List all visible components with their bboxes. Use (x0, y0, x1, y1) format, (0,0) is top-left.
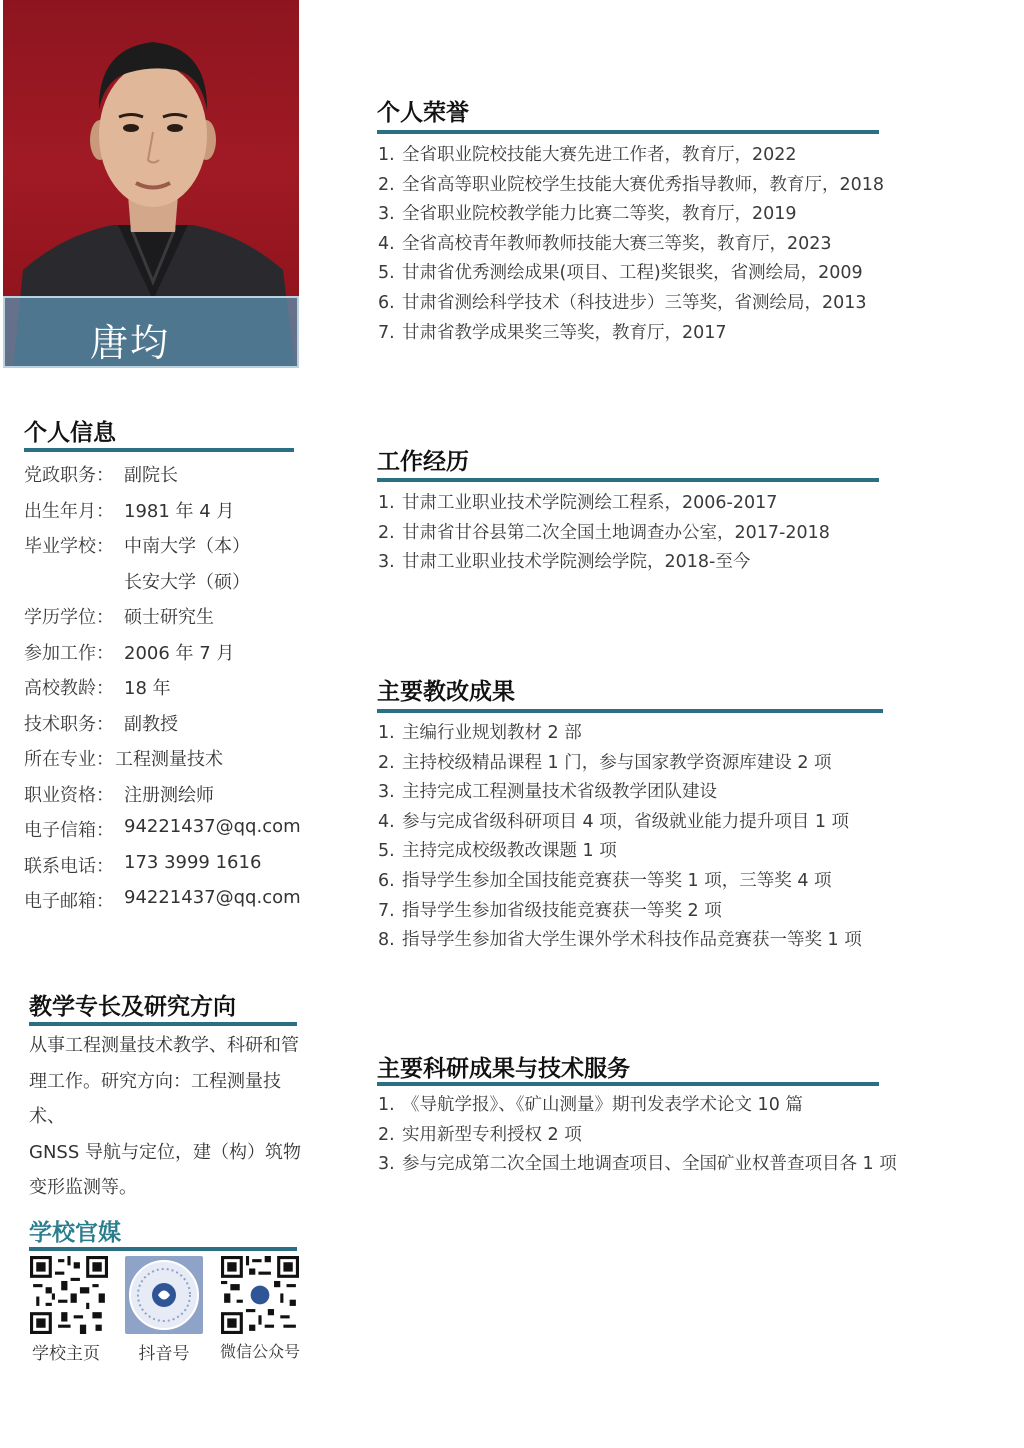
work-item: 2. 甘肃省甘谷县第二次全国土地调查办公室，2017-2018 (378, 522, 830, 543)
wechat-qr-code[interactable] (221, 1256, 299, 1334)
research-item: 2. 实用新型专利授权 2 项 (378, 1124, 582, 1145)
info-row-phone (24, 852, 262, 878)
honor-item: 5. 甘肃省优秀测绘成果(项目、工程)奖银奖，省测绘局，2009 (378, 263, 863, 284)
homepage-qr-code[interactable] (30, 1256, 108, 1334)
douyin-logo-icon (125, 1256, 203, 1334)
info-label: 学历学位： (24, 607, 114, 628)
info-value: 副院长 (124, 465, 178, 486)
honor-item: 6. 甘肃省测绘科学技术（科技进步）三等奖，省测绘局，2013 (378, 292, 867, 313)
info-section-rule (24, 448, 294, 452)
info-label: 参加工作： (24, 643, 114, 664)
info-label: 电子信箱： (24, 820, 114, 841)
teaching-list (378, 719, 862, 956)
info-value: 2006 年 7 月 (124, 643, 235, 664)
research-item: 3. 参与完成第二次全国土地调查项目、全国矿业权普查项目各 1 项 (378, 1154, 897, 1175)
work-section-rule (377, 478, 879, 482)
expertise-line: GNSS 导航与定位，建（构）筑物 (29, 1141, 301, 1163)
info-value: 94221437@qq.com (124, 816, 301, 837)
info-row-work-start (24, 639, 235, 665)
info-label: 毕业学校： (24, 536, 114, 557)
douyin-qr-code[interactable] (125, 1256, 203, 1334)
teaching-item: 2. 主持校级精品课程 1 门，参与国家教学资源库建设 2 项 (378, 752, 832, 773)
info-row-major (24, 745, 223, 771)
info-label: 出生年月： (24, 501, 114, 522)
douyin-label: 抖音号 (138, 1344, 190, 1364)
info-row-birth (24, 497, 235, 523)
info-label: 所在专业： (24, 749, 114, 770)
teaching-item: 6. 指导学生参加全国技能竞赛获一等奖 1 项，三等奖 4 项 (378, 870, 832, 891)
expertise-section-rule (29, 1022, 297, 1026)
info-value: 18 年 (124, 678, 171, 699)
homepage-label: 学校主页 (32, 1344, 100, 1364)
honor-item: 1. 全省职业院校技能大赛先进工作者，教育厅，2022 (378, 145, 797, 165)
work-section-title: 工作经历 (377, 449, 469, 475)
honors-list (378, 141, 884, 348)
teaching-item: 7. 指导学生参加省级技能竞赛获一等奖 2 项 (378, 900, 722, 921)
work-item: 3. 甘肃工业职业技术学院测绘学院，2018-至今 (378, 552, 751, 573)
teaching-item: 4. 参与完成省级科研项目 4 项，省级就业能力提升项目 1 项 (378, 811, 850, 832)
info-label: 电子邮箱： (24, 891, 114, 912)
honor-item: 7. 甘肃省教学成果奖三等奖，教育厅，2017 (378, 322, 727, 343)
info-label: 高校教龄： (24, 678, 114, 699)
teaching-item: 5. 主持完成校级教改课题 1 项 (378, 841, 617, 862)
info-row-school (24, 532, 250, 558)
research-list (378, 1091, 897, 1180)
research-section-title: 主要科研成果与技术服务 (377, 1056, 630, 1082)
info-value: 注册测绘师 (124, 785, 214, 806)
honor-item: 2. 全省高等职业院校学生技能大赛优秀指导教师，教育厅，2018 (378, 174, 885, 195)
info-value: 1981 年 4 月 (124, 501, 235, 522)
honor-item: 3. 全省职业院校教学能力比赛二等奖，教育厅，2019 (378, 204, 797, 225)
info-row-email (24, 887, 301, 913)
info-value: 副教授 (124, 714, 178, 735)
name-band (3, 296, 299, 368)
wechat-label: 微信公众号 (219, 1342, 300, 1361)
research-item: 1. 《导航学报》、《矿山测量》期刊发表学术论文 10 篇 (378, 1095, 803, 1115)
expertise-section-title: 教学专长及研究方向 (29, 994, 236, 1020)
info-row-teach-years (24, 674, 171, 700)
teaching-section-title: 主要教改成果 (377, 679, 515, 705)
info-value: 173 3999 1616 (124, 852, 262, 873)
info-row-post (24, 461, 178, 487)
info-value: 94221437@qq.com (124, 887, 301, 908)
honor-item: 4. 全省高校青年教师教师技能大赛三等奖，教育厅，2023 (378, 233, 832, 254)
info-row-title (24, 710, 178, 736)
info-label: 技术职务： (24, 714, 114, 735)
research-section-rule (377, 1082, 879, 1086)
expertise-paragraph (29, 1028, 305, 1206)
info-value: 工程测量技术 (115, 749, 223, 770)
expertise-line: 理工作。研究方向：工程测量技术、 (29, 1070, 281, 1127)
info-row-qualification (24, 781, 214, 807)
expertise-line: 从事工程测量技术教学、科研和管 (29, 1035, 299, 1056)
work-item: 1. 甘肃工业职业技术学院测绘工程系，2006-2017 (378, 493, 778, 513)
media-section-title: 学校官媒 (29, 1220, 121, 1246)
info-value: 中南大学（本） (124, 536, 250, 557)
portrait-photo (3, 0, 299, 368)
info-value: 硕士研究生 (124, 607, 214, 628)
teaching-item: 3. 主持完成工程测量技术省级教学团队建设 (378, 782, 717, 803)
teaching-item: 8. 指导学生参加省大学生课外学术科技作品竞赛获一等奖 1 项 (378, 930, 862, 951)
honors-section-title: 个人荣誉 (377, 100, 469, 126)
info-row-degree (24, 603, 214, 629)
media-section-rule (29, 1247, 297, 1251)
info-label: 党政职务： (24, 465, 114, 486)
teaching-section-rule (377, 709, 883, 713)
info-label: 联系电话： (24, 856, 114, 877)
info-value: 长安大学（硕） (124, 572, 250, 593)
person-name: 唐均 (89, 321, 170, 365)
work-list (378, 489, 830, 578)
teaching-item: 1. 主编行业规划教材 2 部 (378, 723, 582, 743)
info-row-qq-mail (24, 816, 301, 842)
info-section-title: 个人信息 (24, 420, 116, 446)
expertise-line: 变形监测等。 (29, 1177, 137, 1198)
info-label: 职业资格： (24, 785, 114, 806)
honors-section-rule (377, 130, 879, 134)
